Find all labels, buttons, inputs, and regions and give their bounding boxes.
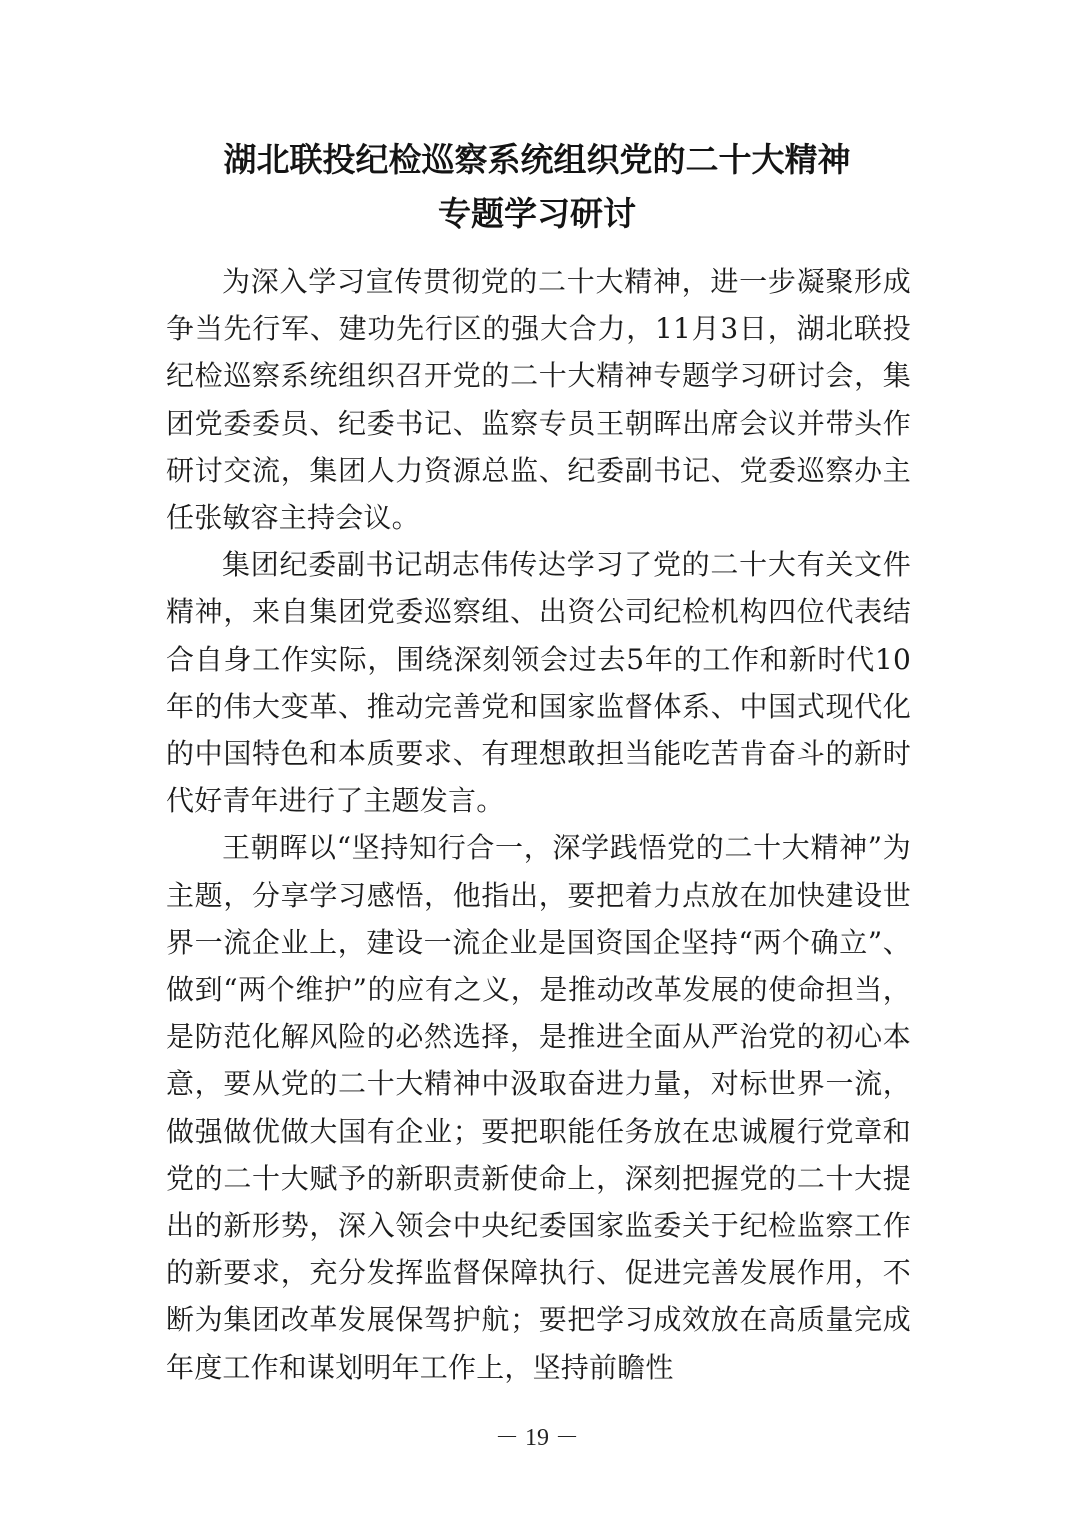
title-line-2: 专题学习研讨 <box>438 194 636 233</box>
title-line-1: 湖北联投纪检巡察系统组织党的二十大精神 <box>223 140 851 179</box>
page-number: － 19 － <box>495 1425 579 1451</box>
paragraph-1: 为深入学习宣传贯彻党的二十大精神，进一步凝聚形成争当先行军、建功先行区的强大合力，11月3日，湖北联投纪检巡察系统组织召开党的二十大精神专题学习研讨会，集团党委委员、纪委书记、监察专员王朝晖出席会议并带头作研讨交流，集团人力资源总监、纪委副书记、党委巡察办主任张敏容主持会议。 <box>166 265 911 535</box>
paragraph-3: 王朝晖以“坚持知行合一，深学践悟党的二十大精神”为主题，分享学习感悟，他指出，要把着力点放在加快建设世界一流企业上，建设一流企业是国资国企坚持“两个确立”、做到“两个维护”的应有之义，是推动改革发展的使命担当，是防范化解风险的必然选择，是推进全面从严治党的初心本意，要从党的二十大精神中汲取奋进力量，对标世界一流，做强做优做大国有企业；要把职能任务放在忠诚履行党章和党的二十大赋予的新职责新使命上，深刻把握党的二十大提出的新形势，深入领会中央纪委国家监委关于纪检监察工作的新要求，充分发挥监督保障执行、促进完善发展作用，不断为集团改革发展保驾护航；要把学习成效放在高质量完成年度工作和谋划明年工作上，坚持前瞻性 <box>166 831 911 1384</box>
article-body <box>166 258 911 1391</box>
paragraph-2: 集团纪委副书记胡志伟传达学习了党的二十大有关文件精神，来自集团党委巡察组、出资公司纪检机构四位代表结合自身工作实际，围绕深刻领会过去5年的工作和新时代10年的伟大变革、推动完善党和国家监督体系、中国式现代化的中国特色和本质要求、有理想敢担当能吃苦肯奋斗的新时代好青年进行了主题发言。 <box>166 548 911 818</box>
document-title <box>0 133 1074 241</box>
